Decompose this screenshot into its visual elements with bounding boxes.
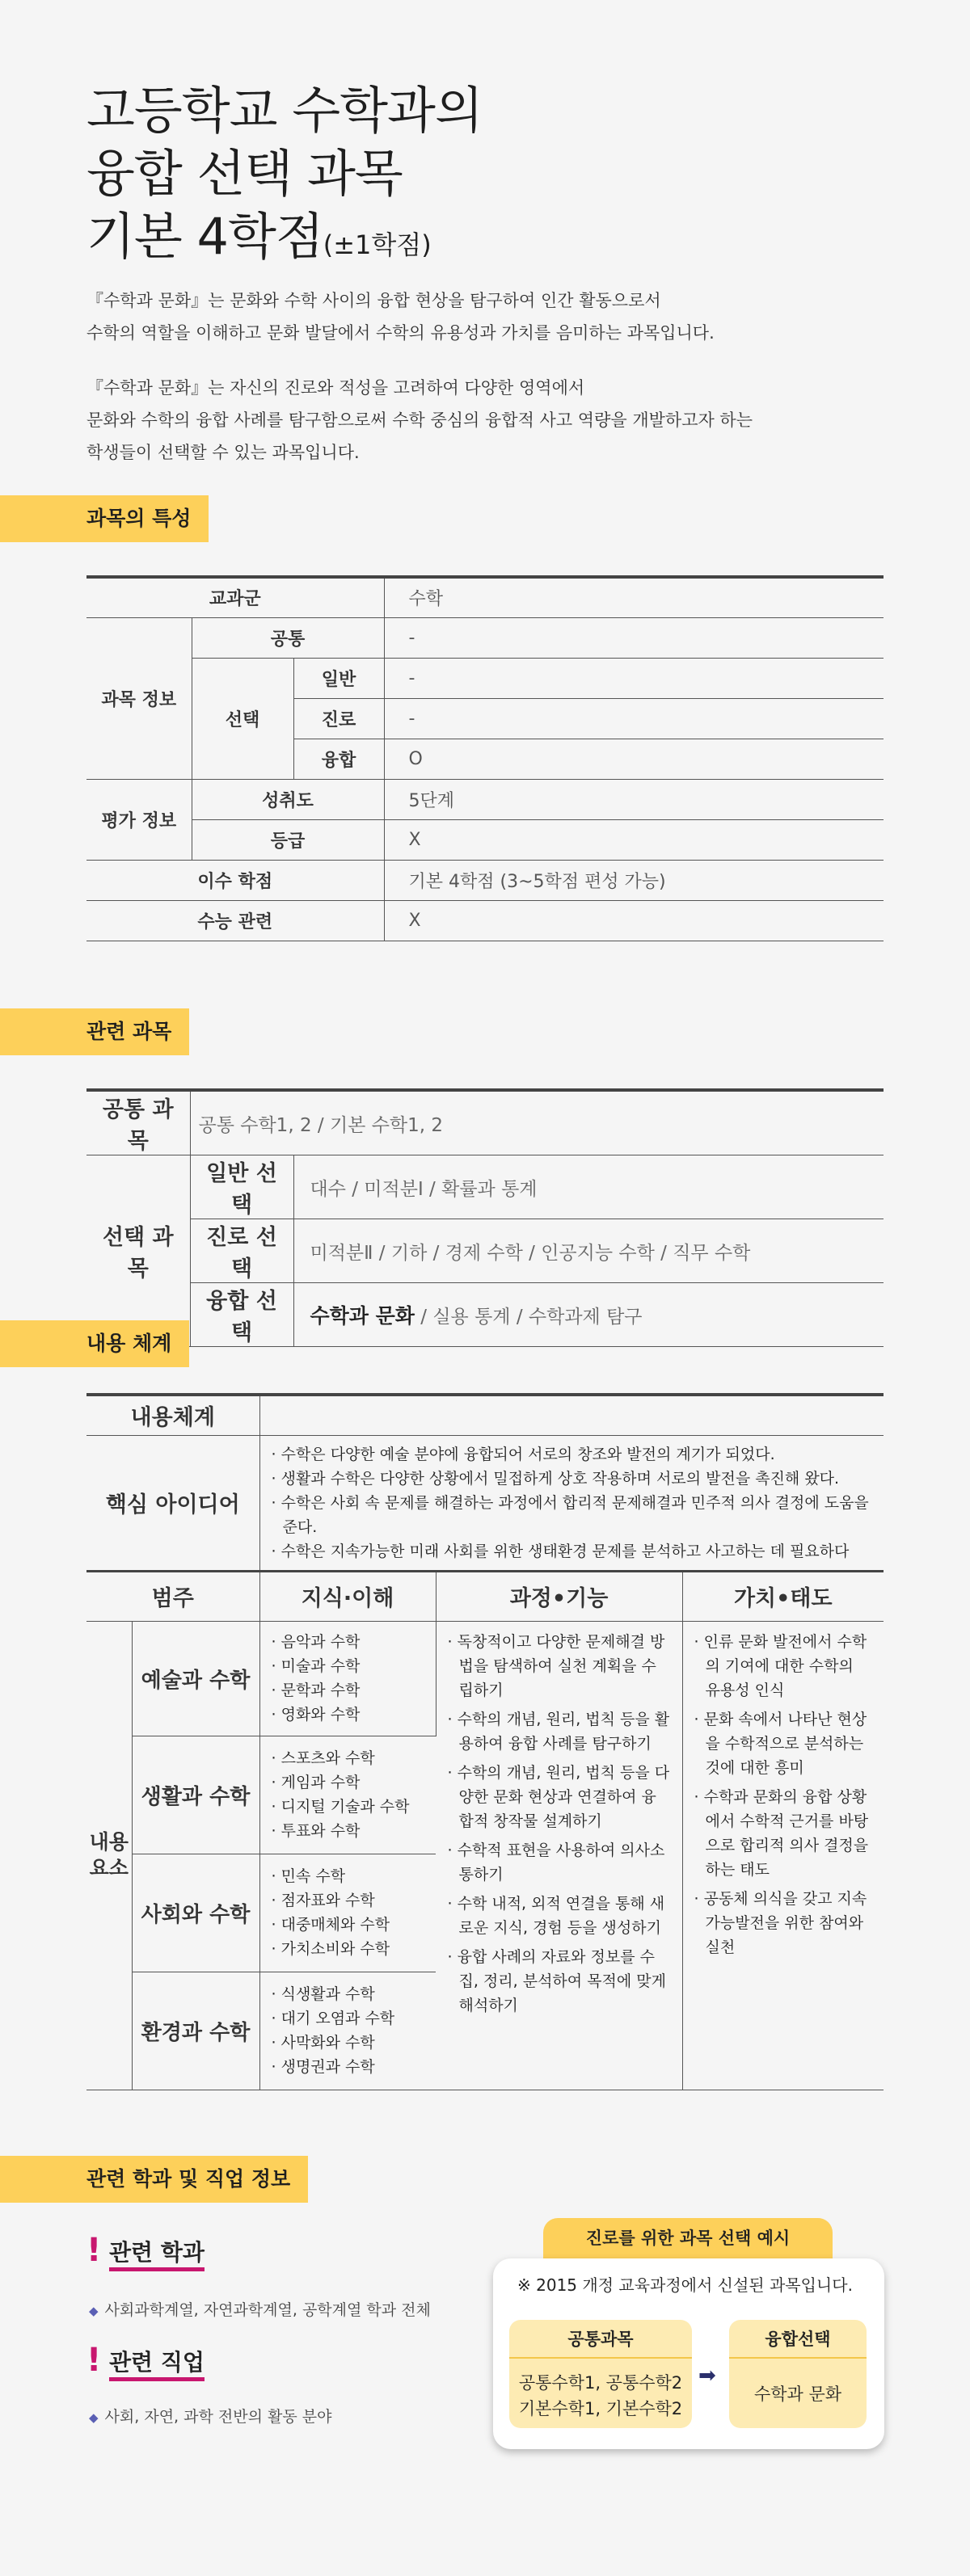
table-row: 선택 일반 -: [86, 658, 884, 698]
table-row: 범주 지식·이해 과정•기능 가치•태도: [86, 1571, 884, 1621]
job-heading: 관련 직업: [109, 2348, 205, 2381]
table-row: 진로 -: [86, 698, 884, 739]
table-row: 핵심 아이디어 · 수학은 다양한 예술 분야에 융합되어 서로의 창조와 발전의 계기가 되었다. · 생활과 수학은 다양한 상황에서 밀접하게 상호 작용하며 서로의 발전을 촉진해 왔다. · 수학은 사회 속 문제를 해결하는 과정에서 합리적 문제해결과 민주적 의사 결정에 도움을 준다. · 수학은 지속가능한 미래 사회를 위한 생태환경 문제를 분석하고 사고하는 데 필요하다: [86, 1435, 884, 1571]
diamond-bullet-icon: ◆: [89, 2410, 99, 2425]
job-item: ◆ 사회, 자연, 과학 전반의 활동 분야: [89, 2408, 332, 2426]
example-card-tab: 진로를 위한 과목 선택 예시: [543, 2218, 833, 2258]
exclamation-icon: !: [86, 2342, 102, 2379]
knowledge-list-life: · 스포츠와 수학 · 게임과 수학 · 디지털 기술과 수학 · 투표와 수학: [260, 1740, 436, 1850]
section-label-features: 과목의 특성: [0, 495, 209, 542]
credit-note: (±1학점): [323, 229, 432, 260]
table-row: 환경과 수학 · 식생활과 수학 · 대기 오염과 수학 · 사막화와 수학 · 생명권과 수학: [86, 1972, 884, 2090]
table-row: 사회와 수학 · 민속 수학 · 점자표와 수학 · 대중매체와 수학 · 가치소비와 수학: [86, 1854, 884, 1972]
title-line-1: 고등학교 수학과의: [86, 81, 483, 140]
related-subjects-table: [86, 1088, 884, 1347]
intro-paragraph-2: 『수학과 문화』는 자신의 진로와 적성을 고려하여 다양한 영역에서 문화와 수학의 융합 사례를 탐구함으로써 수학 중심의 융합적 사고 역량을 개발하고자 하는 학생들이 선택할 수 있는 과목입니다.: [86, 378, 753, 462]
intro-paragraph-1: 『수학과 문화』는 문화와 수학 사이의 융합 현상을 탐구하여 인간 활동으로서 수학의 역할을 이해하고 문화 발달에서 수학의 유용성과 가치를 음미하는 과목입니다.: [86, 291, 715, 343]
table-row: 이수 학점 기본 4학점 (3~5학점 편성 가능): [86, 860, 884, 900]
table-row: 과목 정보 공통 -: [86, 617, 884, 658]
list-item: · 생활과 수학은 다양한 상황에서 밀접하게 상호 작용하며 서로의 발전을 촉진해 왔다.: [272, 1467, 873, 1491]
exclamation-icon: !: [86, 2232, 102, 2269]
list-item: · 수학은 지속가능한 미래 사회를 위한 생태환경 문제를 분석하고 사고하는 데 필요하다: [272, 1539, 873, 1564]
highlighted-subject: 수학과 문화: [310, 1304, 415, 1328]
dept-heading: 관련 학과: [109, 2238, 205, 2271]
card-note: ※ 2015 개정 교육과정에서 신설된 과목입니다.: [517, 2275, 853, 2295]
features-table: [86, 575, 884, 941]
table-row: 생활과 수학 · 스포츠와 수학 · 게임과 수학 · 디지털 기술과 수학 · 투표와 수학: [86, 1736, 884, 1854]
table-row: 진로 선택 미적분Ⅱ / 기하 / 경제 수학 / 인공지능 수학 / 직무 수학: [86, 1219, 884, 1283]
section-label-careers: 관련 학과 및 직업 정보: [0, 2156, 308, 2203]
values-attitudes-list: · 인류 문화 발전에서 수학의 기여에 대한 수학의 유용성 인식 · 문화 속에서 나타난 현상을 수학적으로 분석하는 것에 대한 흥미 · 수학과 문화의 융합 상황에서 수학적 근거를 바탕으로 합리적 의사 결정을 하는 태도 · 공동체 의식을 갖고 지속가능발전을 위한 참여와 실천: [683, 1623, 884, 1971]
table-row: 평가 정보 성취도 5단계: [86, 779, 884, 819]
list-item: · 수학은 다양한 예술 분야에 융합되어 서로의 창조와 발전의 계기가 되었다.: [272, 1442, 873, 1467]
fusion-subject-box: 융합선택 수학과 문화: [729, 2320, 867, 2428]
title-line-3: 기본 4학점: [86, 207, 323, 266]
dept-item: ◆ 사회과학계열, 자연과학계열, 공학계열 학과 전체: [89, 2301, 431, 2319]
table-row: 수능 관련 X: [86, 900, 884, 941]
title-line-2: 융합 선택 과목: [86, 144, 403, 203]
table-row: 선택 과목 일반 선택 대수 / 미적분Ⅰ / 확률과 통계: [86, 1155, 884, 1219]
core-ideas-list: [260, 1436, 884, 1570]
process-skills-list: · 독창적이고 다양한 문제해결 방법을 탐색하여 실천 계획을 수립하기 · 수학의 개념, 원리, 법칙 등을 활용하여 융합 사례를 탐구하기 · 수학의 개념, 원리, 법칙 등을 다양한 문화 현상과 연결하여 융합적 창작물 설계하기 · 수학적 표현을 사용하여 의사소통하기 · 수학 내적, 외적 연결을 통해 새로운 지식, 경험 등을 생성하기 · 융합 사례의 자료와 정보를 수집, 정리, 분석하여 목적에 맞게 해석하기: [436, 1623, 682, 2029]
section-label-related: 관련 과목: [0, 1008, 189, 1055]
table-row: 공통 과목 공통 수학1, 2 / 기본 수학1, 2: [86, 1090, 884, 1155]
diamond-bullet-icon: ◆: [89, 2304, 99, 2318]
table-row: 융합 선택 수학과 문화 / 실용 통계 / 수학과제 탐구: [86, 1283, 884, 1347]
common-subject-box: 공통과목 공통수학1, 공통수학2 기본수학1, 기본수학2: [509, 2320, 692, 2428]
table-row: 등급 X: [86, 819, 884, 860]
arrow-right-icon: ➡: [698, 2363, 716, 2388]
knowledge-list-society: · 민속 수학 · 점자표와 수학 · 대중매체와 수학 · 가치소비와 수학: [260, 1858, 436, 1968]
section-label-content: 내용 체계: [0, 1320, 189, 1367]
knowledge-list-env: · 식생활과 수학 · 대기 오염과 수학 · 사막화와 수학 · 생명권과 수학: [260, 1976, 436, 2086]
knowledge-list-art: · 음악과 수학 · 미술과 수학 · 문학과 수학 · 영화와 수학: [260, 1623, 436, 1733]
list-item: · 수학은 사회 속 문제를 해결하는 과정에서 합리적 문제해결과 민주적 의사 결정에 도움을 준다.: [272, 1491, 873, 1539]
table-row: 융합 O: [86, 739, 884, 779]
page-title: [86, 79, 483, 276]
table-row: 내용 요소 예술과 수학 · 음악과 수학 · 미술과 수학 · 문학과 수학 · 영화와 수학 · 독창적이고 다양한 문제해결 방법을 탐색하여 실천 계획을 수립하기 · 수학의 개념, 원리, 법칙 등을 활용하여 융합 사례를 탐구하기 · 수학의 개념, 원리, 법칙 등을 다양한 문화 현상과 연결하여 융합적 창작물 설계하기 · 수학적 표현을 사용하여 의사소통하기 · 수학 내적, 외적 연결을 통해 새로운 지식, 경험 등을 생성하기 · 융합 사례의 자료와 정보를 수집, 정리, 분석하여 목적에 맞게 해석하기 · 인류 문화 발전에서 수학의 기여에 대한 수학의 유용성 인식 · 문화 속에서 나타난 현상을 수학적으로 분석하는 것에 대한 흥미 · 수학과 문화의 융합 상황에서 수학적 근거를 바탕으로 합리적 의사 결정을 하는 태도 · 공동체 의식을 갖고 지속가능발전을 위한 참여와 실천: [86, 1621, 884, 1736]
content-system-table: [86, 1393, 884, 2090]
table-row: 교과군 수학: [86, 577, 884, 617]
table-row: 내용체계: [86, 1395, 884, 1435]
